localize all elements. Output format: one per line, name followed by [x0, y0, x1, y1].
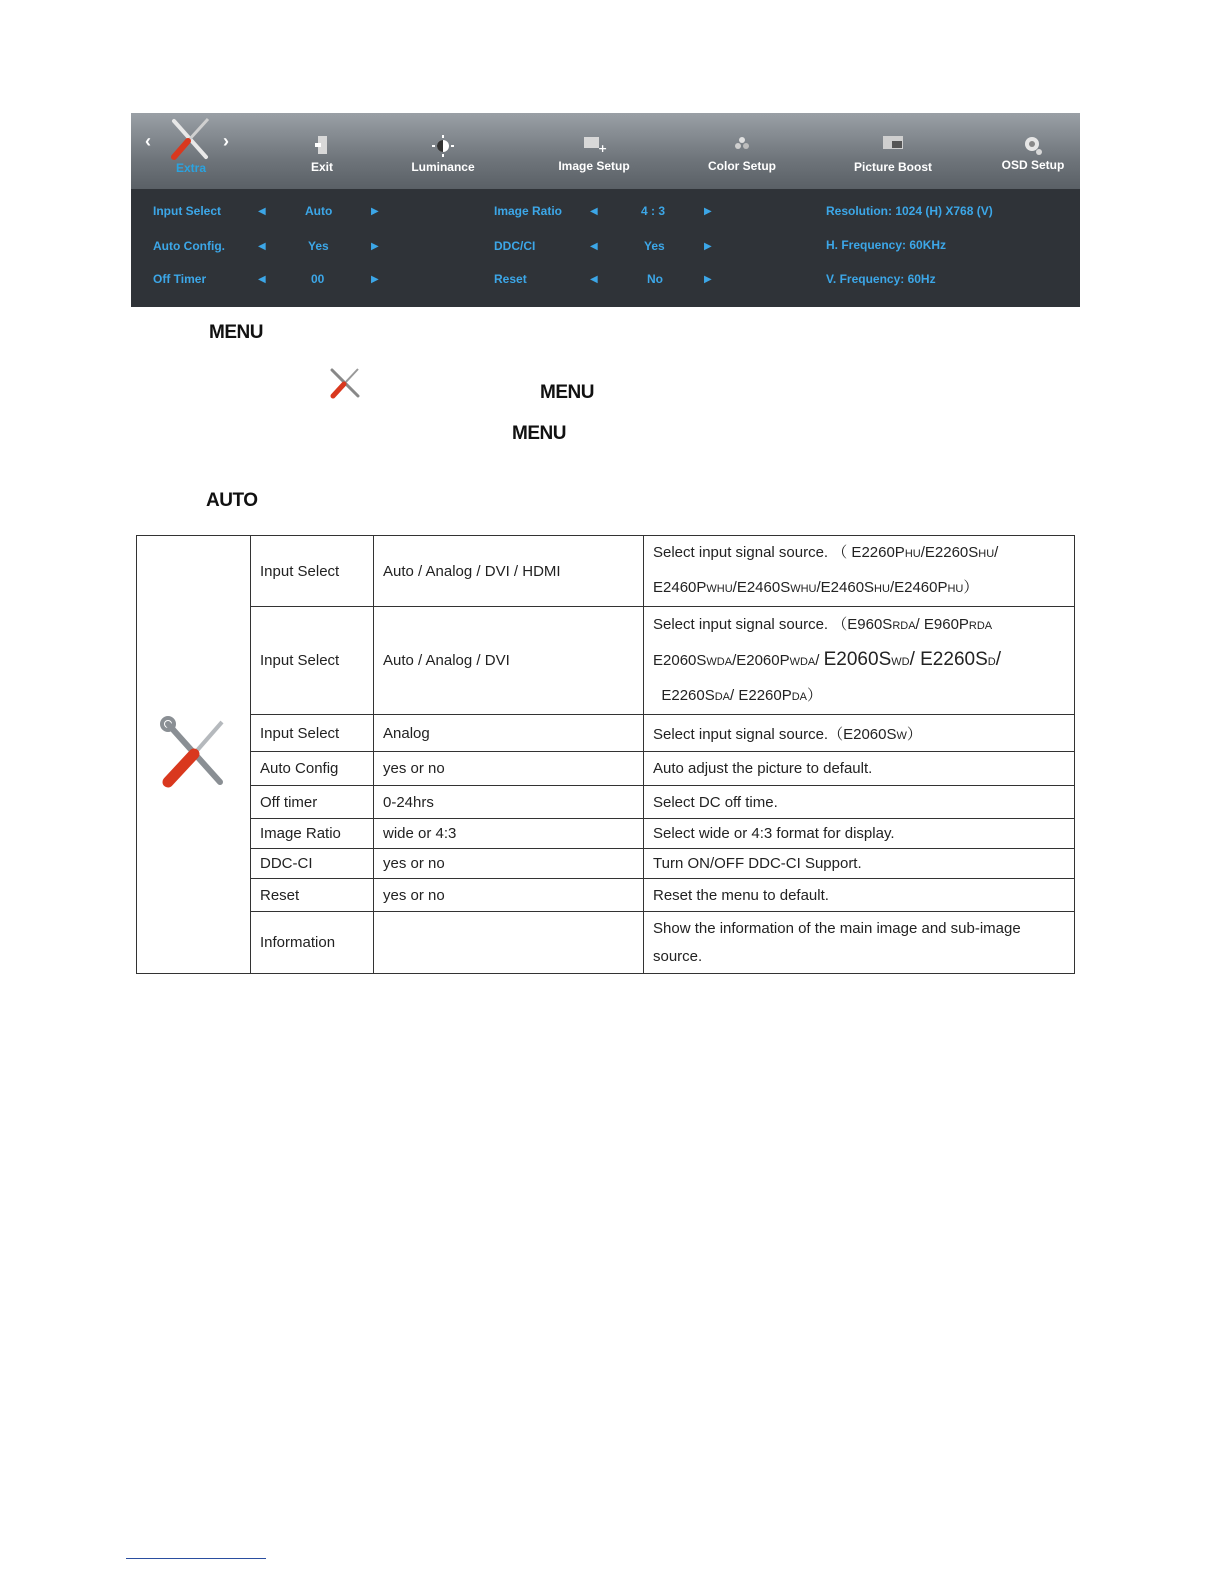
osd-item-name[interactable]: DDC/CI [494, 239, 536, 253]
arrow-left-icon[interactable]: ◀ [590, 241, 598, 252]
arrow-left-icon[interactable]: ◀ [258, 274, 266, 285]
osd-item-name[interactable]: Off Timer [153, 272, 207, 286]
item-range: Auto / Analog / DVI [374, 607, 644, 715]
item-description: Select input signal source. （ E2260PHU/E2260SHU/ E2460PWHU/E2460SWHU/E2460SHU/E2460PHU） [644, 536, 1075, 607]
osd-item-name[interactable]: Auto Config. [153, 239, 225, 253]
osd-screenshot [131, 113, 1080, 307]
tab-luminance[interactable] [403, 113, 483, 189]
luminance-icon [432, 135, 454, 157]
tab-color-setup[interactable] [697, 113, 787, 189]
extra-function-table [136, 535, 1075, 974]
item-name: Reset [251, 879, 374, 912]
arrow-right-icon[interactable]: ▶ [371, 206, 379, 217]
osd-item-name[interactable]: Input Select [153, 204, 222, 218]
extra-tools-icon [166, 115, 216, 161]
item-name: Input Select [251, 715, 374, 752]
arrow-right-icon[interactable]: ▶ [704, 241, 712, 252]
chevron-right-icon[interactable]: › [223, 131, 229, 151]
item-range: Analog [374, 715, 644, 752]
tab-label: Color Setup [708, 159, 776, 173]
item-description: Select input signal source.（E2060SW） [644, 715, 1075, 752]
item-description: Show the information of the main image and sub-image source. [644, 912, 1075, 974]
arrow-right-icon[interactable]: ▶ [704, 274, 712, 285]
table-row [137, 819, 1075, 849]
table-row [137, 849, 1075, 879]
osd-item-name[interactable]: Image Ratio [494, 204, 563, 218]
osd-item-value: Auto [305, 204, 333, 218]
footnote-separator [126, 1558, 266, 1559]
menu-key-label: MENU [540, 382, 594, 403]
table-row [137, 786, 1075, 819]
arrow-right-icon[interactable]: ▶ [371, 241, 379, 252]
item-name: Auto Config [251, 752, 374, 786]
item-range: yes or no [374, 849, 644, 879]
color-setup-icon [733, 135, 751, 151]
osd-item-name[interactable]: Reset [494, 272, 527, 286]
item-description: Select wide or 4:3 format for display. [644, 819, 1075, 849]
osd-item-value: Yes [308, 239, 329, 253]
tab-osd-setup[interactable] [993, 113, 1073, 189]
osd-item-value: No [647, 272, 663, 286]
item-description: Reset the menu to default. [644, 879, 1075, 912]
item-description: Auto adjust the picture to default. [644, 752, 1075, 786]
osd-tab-bar [131, 113, 1080, 189]
item-name: Input Select [251, 536, 374, 607]
item-range: wide or 4:3 [374, 819, 644, 849]
arrow-right-icon[interactable]: ▶ [371, 274, 379, 285]
auto-key-label: AUTO [206, 490, 258, 511]
tab-label: OSD Setup [1001, 158, 1065, 172]
osd-info: H. Frequency: 60KHz [826, 238, 947, 252]
image-setup-icon [583, 135, 608, 155]
exit-icon [314, 135, 330, 155]
tab-exit[interactable] [297, 113, 347, 189]
item-name: Off timer [251, 786, 374, 819]
arrow-left-icon[interactable]: ◀ [590, 206, 598, 217]
arrow-left-icon[interactable]: ◀ [258, 206, 266, 217]
item-range: yes or no [374, 752, 644, 786]
item-name: Image Ratio [251, 819, 374, 849]
table-row [137, 536, 1075, 607]
osd-item-value: Yes [644, 239, 665, 253]
item-range: Auto / Analog / DVI / HDMI [374, 536, 644, 607]
picture-boost-icon [882, 135, 904, 151]
table-row [137, 912, 1075, 974]
item-description: Select input signal source. （E960SRDA/ E960PRDA E2060SWDA/E2060PWDA/ E2060SWD/ E2260SD/ E2260SDA/ E2260PDA） [644, 607, 1075, 715]
osd-setup-icon [1022, 135, 1044, 157]
chevron-left-icon[interactable]: ‹ [145, 131, 151, 151]
osd-info: V. Frequency: 60Hz [826, 272, 936, 286]
tab-image-setup[interactable] [549, 113, 639, 189]
item-range: yes or no [374, 879, 644, 912]
item-range [374, 912, 644, 974]
extra-tools-icon [158, 716, 230, 790]
item-description: Turn ON/OFF DDC-CI Support. [644, 849, 1075, 879]
tab-label: Exit [310, 160, 333, 174]
item-range: 0-24hrs [374, 786, 644, 819]
item-name: Information [251, 912, 374, 974]
menu-key-label: MENU [512, 423, 566, 444]
tab-extra[interactable] [141, 113, 241, 189]
osd-item-value: 4 : 3 [641, 204, 666, 218]
table-row [137, 715, 1075, 752]
item-description: Select DC off time. [644, 786, 1075, 819]
table-row [137, 752, 1075, 786]
table-row [137, 607, 1075, 715]
arrow-right-icon[interactable]: ▶ [704, 206, 712, 217]
arrow-left-icon[interactable]: ◀ [590, 274, 598, 285]
tab-label: Image Setup [558, 159, 630, 173]
osd-item-value: 00 [311, 272, 325, 286]
extra-tools-icon [328, 366, 362, 400]
item-name: DDC-CI [251, 849, 374, 879]
item-name: Input Select [251, 607, 374, 715]
svg-text:+: + [598, 142, 608, 155]
tab-label: Luminance [411, 160, 475, 174]
tab-picture-boost[interactable] [845, 113, 941, 189]
tab-label: Extra [175, 161, 207, 175]
icon-cell [137, 536, 251, 974]
table-row [137, 879, 1075, 912]
menu-key-label: MENU [209, 322, 263, 343]
tab-label: Picture Boost [853, 160, 932, 174]
osd-info: Resolution: 1024 (H) X768 (V) [826, 204, 993, 218]
arrow-left-icon[interactable]: ◀ [258, 241, 266, 252]
